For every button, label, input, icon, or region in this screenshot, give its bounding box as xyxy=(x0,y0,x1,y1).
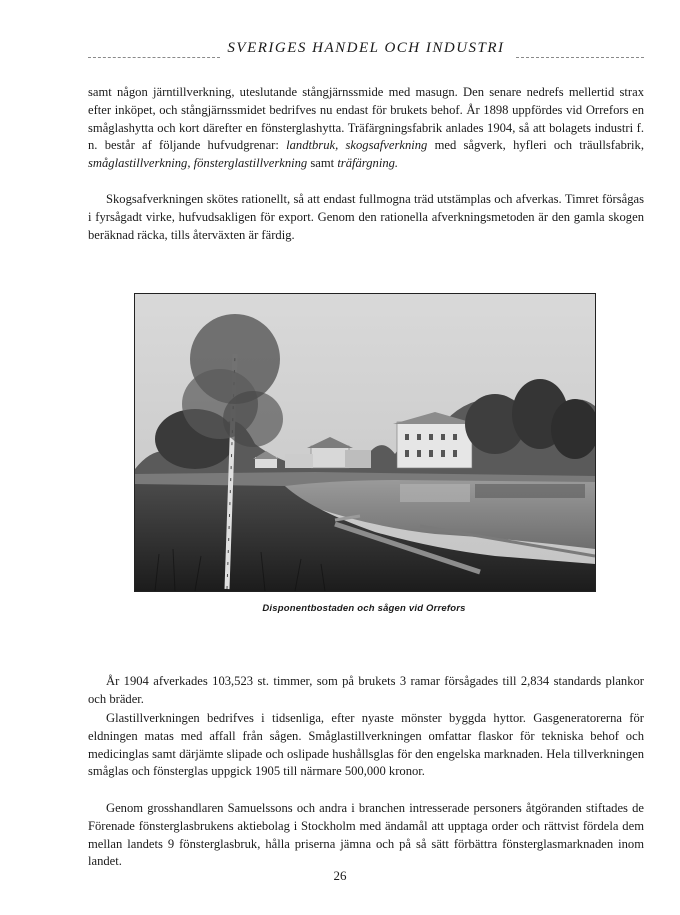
paragraph-text: samt någon järntillverkning, uteslutande stångjärnssmide med masugn. Den senare nedrefs mellertid strax efter inköpet, och stångjärnssmidet bedrifves nu endast för brukets behof. År 1898 uppfördes vid Orrefors en småglashytta och kort därefter en fönsterglashytta. Träfärgningsfabrik anlades 1904, så att bolagets industri f. n. består af följande hufvudgrenar: xyxy=(88,85,644,153)
page-number: 26 xyxy=(333,868,347,883)
paragraph-forestry: Skogsafverkningen skötes rationellt, så att endast fullmogna träd utstämplas och afverkas. Timret försågas i fyrsågadt virke, hufvudsakligen för export. Genom den rationella afverkningsmetoden är den gamla skogen beräknad räcka, tills återväxten är färdig. xyxy=(88,192,644,242)
running-header xyxy=(88,40,644,70)
paragraph-text: med sågverk, hyfleri och träullsfabrik, xyxy=(427,138,644,153)
photo-caption: Disponentbostaden och sågen vid Orrefors xyxy=(262,603,466,614)
italic-term: landtbruk, skogsafverkning xyxy=(286,138,428,153)
paragraph-glass-manufacture: Glastillverkningen bedrifves i tidsenliga, efter nyaste mönster byggda hyttor. Gasgeneratorerna för eldningen matas med affall från sågen. Småglastillverkningen omfattar flaskor för tekniska behof och medicinglas samt därjämte slipade och oslipade hushållsglas för den engelska marknaden. Hela tillverkningen småglas och fönsterglas uppgick 1905 till närmare 500,000 kronor. xyxy=(88,711,644,779)
photograph-orrefors xyxy=(134,293,596,592)
header-title: SVERIGES HANDEL OCH INDUSTRI xyxy=(227,40,505,56)
header-rule-right xyxy=(516,57,644,58)
paragraph-timber-1904: År 1904 afverkades 103,523 st. timmer, som på brukets 3 ramar försågades till 2,834 standards plankor och bräder. xyxy=(88,674,644,706)
paragraph-text: samt xyxy=(307,156,338,171)
italic-term: träfärgning. xyxy=(337,156,399,171)
header-rule-left xyxy=(88,57,220,58)
italic-term: småglastillverkning, fönsterglastillverkning xyxy=(88,156,308,171)
paragraph-industry-branches xyxy=(88,84,644,173)
paragraph-window-glass-company: Genom grosshandlaren Samuelssons och andra i branchen intresserade personers åtgöranden stiftades de Förenade fönsterglasbrukens aktiebolag i Stockholm med ändamål att upptaga order och rättvist fördela dem mellan landets 9 fönsterglasbruk, hålla priserna jämna och på så sätt förbättra fönsterglasmarknaden inom landet. xyxy=(88,801,644,869)
